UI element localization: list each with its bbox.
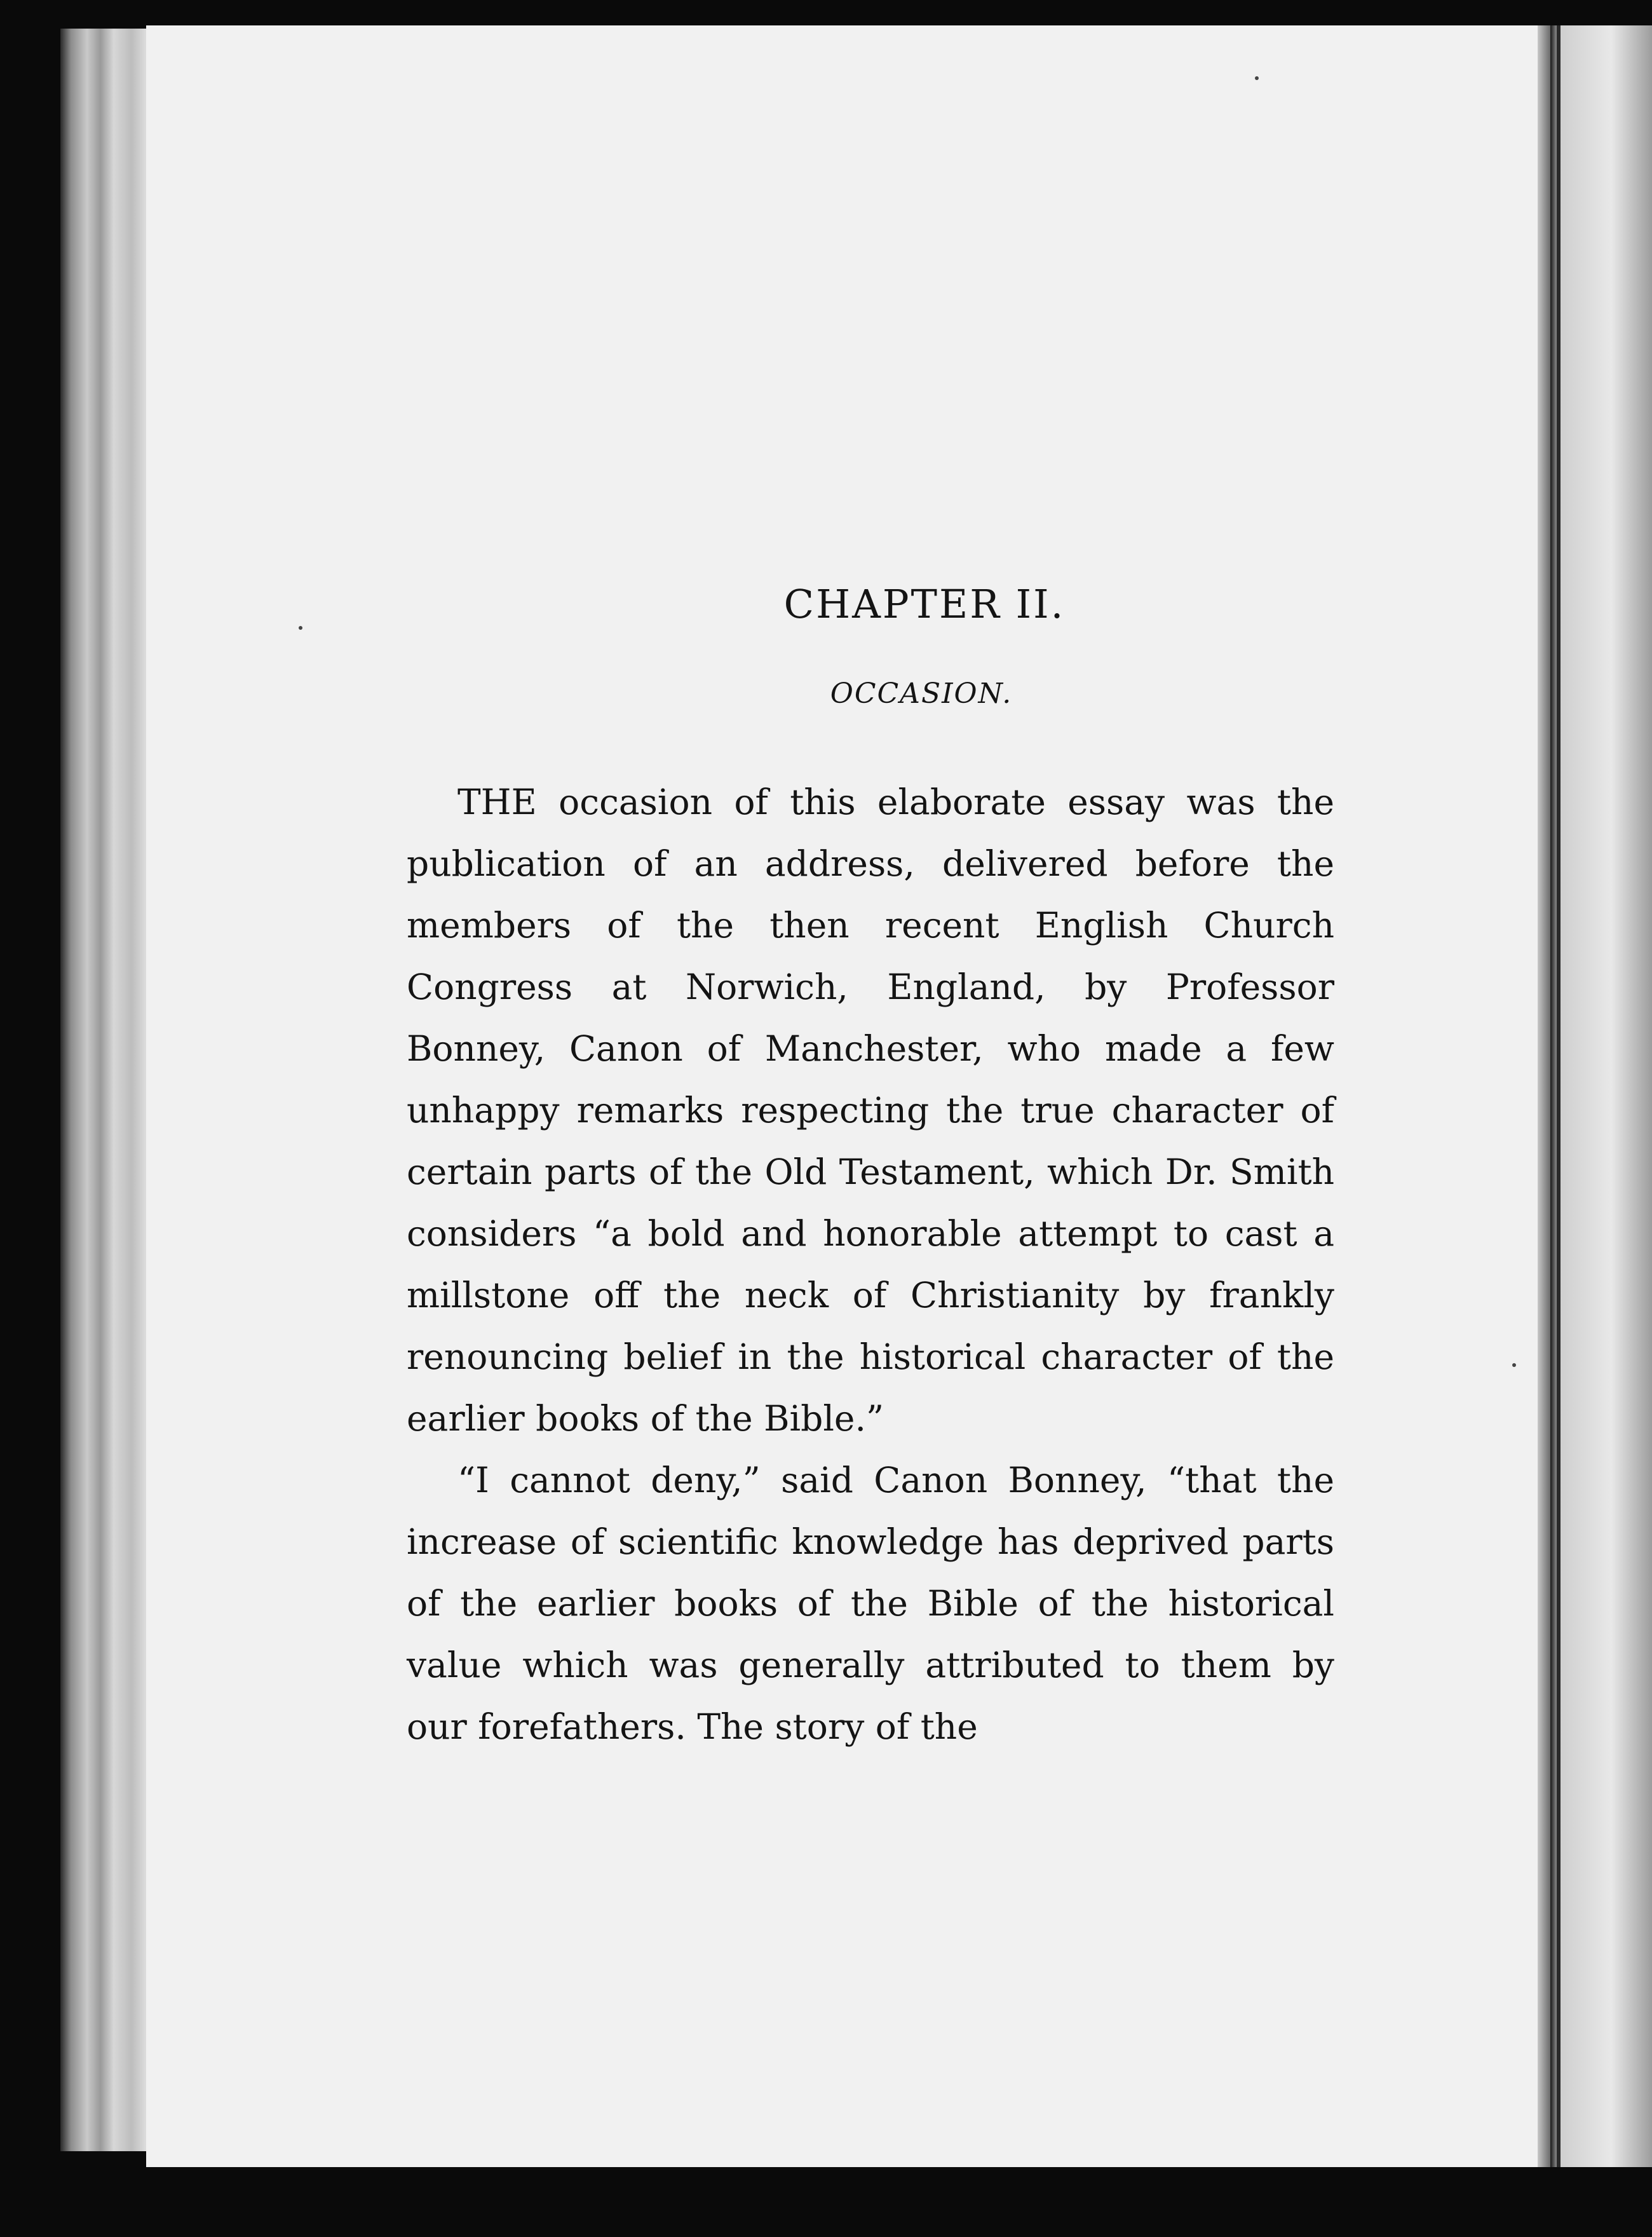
chapter-heading: CHAPTER II. <box>783 581 1066 627</box>
scan-speck <box>299 626 302 630</box>
section-heading: OCCASION. <box>830 677 1013 710</box>
page-edge-line <box>1557 25 1561 2167</box>
scan-speck <box>1255 76 1259 80</box>
body-paragraph-1 <box>407 772 1334 1450</box>
paragraph-text: “I cannot deny,” said Canon Bonney, “that the increase of scientific knowledge has deprived parts of the earlier books of the Bible of the historical value which was generally attributed to them by our forefathers. The story of the <box>407 1460 1334 1747</box>
next-page-sliver <box>1550 25 1652 2167</box>
body-paragraph-2 <box>407 1450 1334 1758</box>
page-text-column <box>407 581 1334 1758</box>
page-gutter <box>1538 25 1550 2167</box>
book-spine-edge <box>60 29 149 2151</box>
paragraph-text: occasion of this elaborate essay was the publication of an address, delivered before the members of the then recent English Church Congress at Norwich, England, by Professor Bonney, Canon of Manchester, who made a few unhappy remarks respecting the true character of certain parts of the Old Testament, which Dr. Smith considers “a bold and honorable attempt to cast a millstone off the neck of Christianity by frankly renouncing belief in the historical character of the earlier books of the Bible.” <box>407 782 1334 1439</box>
scan-speck <box>1512 1363 1516 1367</box>
paragraph-lead-word: THE <box>457 782 537 822</box>
